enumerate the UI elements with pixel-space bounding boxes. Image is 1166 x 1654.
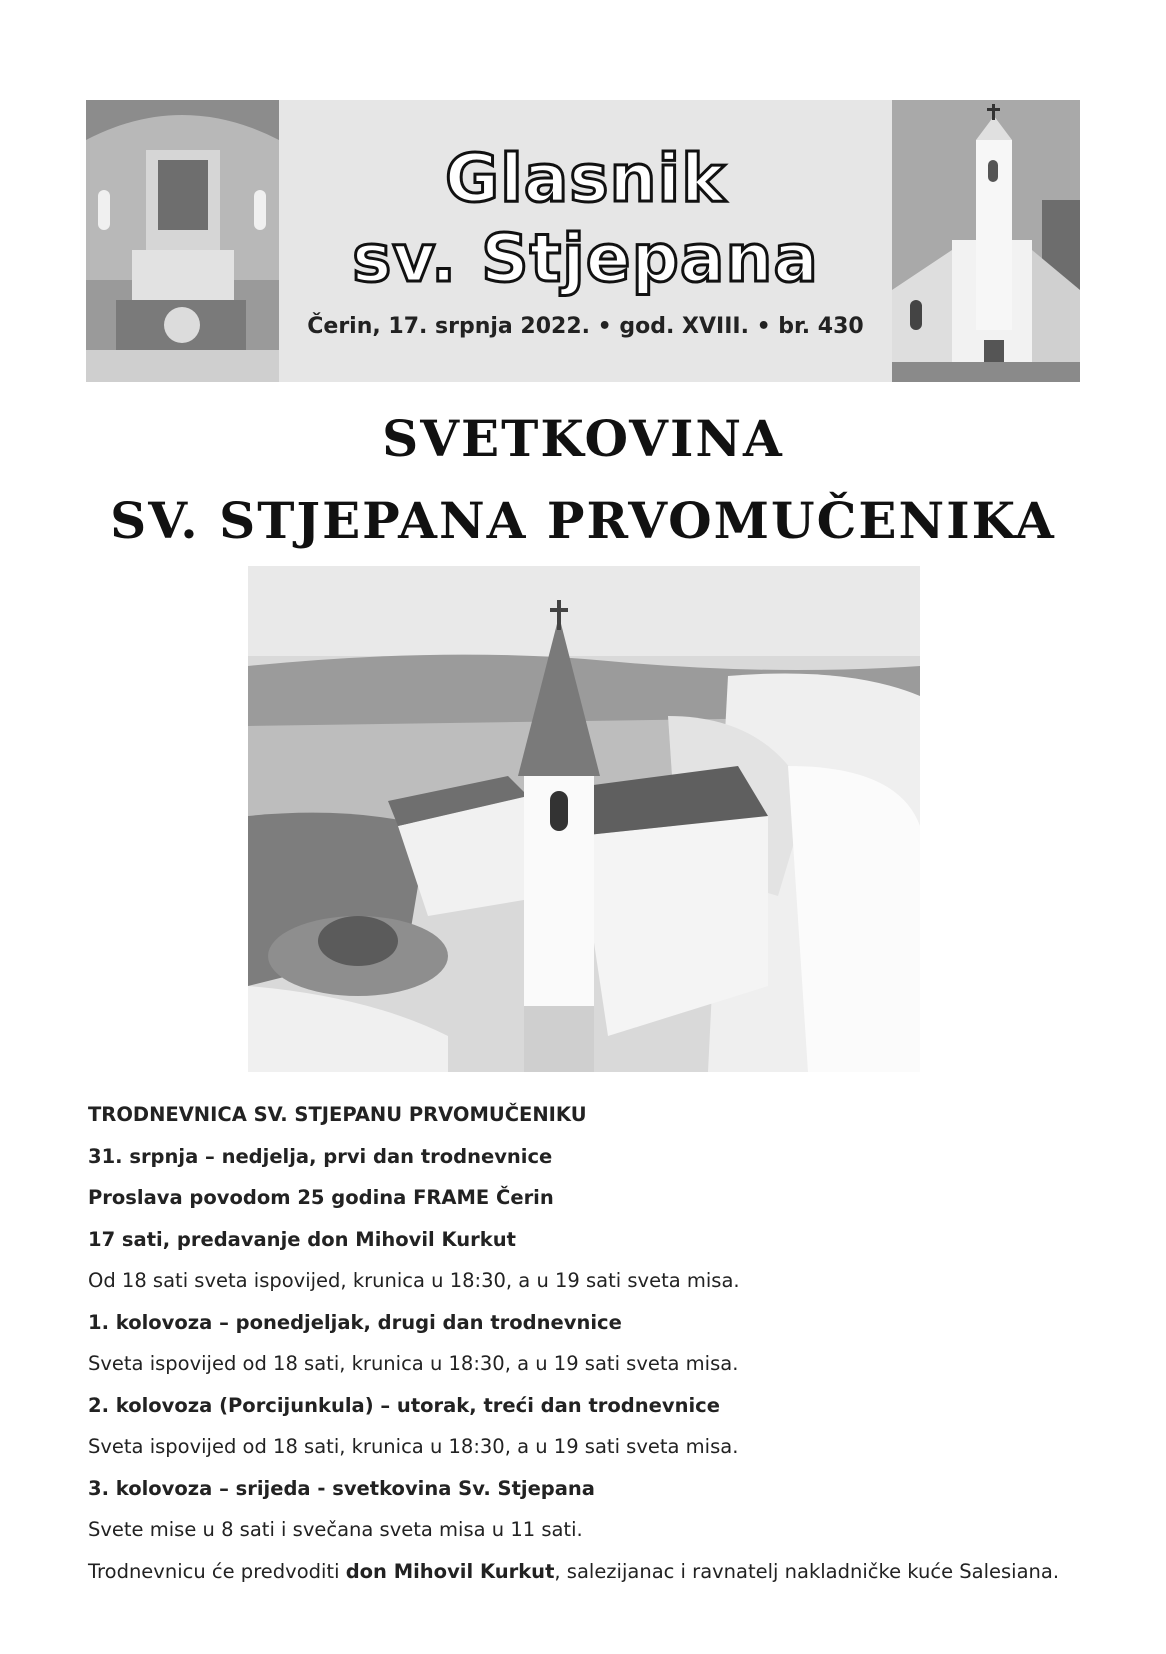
headline-line1: SVETKOVINA — [382, 409, 784, 468]
day2-schedule: Sveta ispovijed od 18 sati, krunica u 18:30, a u 19 sati sveta misa. — [88, 1352, 739, 1375]
day3-title: 2. kolovoza (Porcijunkula) – utorak, treći dan trodnevnice — [88, 1393, 720, 1417]
feast-title: 3. kolovoza – srijeda - svetkovina Sv. Stjepana — [88, 1476, 595, 1500]
day1-event: Proslava povodom 25 godina FRAME Čerin — [88, 1186, 554, 1209]
leader-name: don Mihovil Kurkut — [345, 1559, 555, 1583]
day1-schedule: Od 18 sati sveta ispovijed, krunica u 18:30, a u 19 sati sveta misa. — [88, 1269, 740, 1292]
issue-info: Čerin, 17. srpnja 2022. • god. XVIII. • br. 430 — [307, 314, 864, 339]
day3-schedule: Sveta ispovijed od 18 sati, krunica u 18:30, a u 19 sati sveta misa. — [88, 1435, 739, 1458]
leader-prefix: Trodnevnicu će predvoditi — [88, 1559, 346, 1583]
masthead-title-box — [279, 100, 892, 382]
church-exterior-photo — [892, 100, 1080, 382]
masthead-title-line1: Glasnik — [444, 140, 727, 217]
day2-title: 1. kolovoza – ponedjeljak, drugi dan trodnevnice — [88, 1310, 622, 1334]
church-interior-photo — [86, 100, 279, 382]
leader-line — [88, 1551, 1088, 1593]
feast-schedule: Svete mise u 8 sati i svečana sveta misa u 11 sati. — [88, 1518, 583, 1541]
program-heading: TRODNEVNICA SV. STJEPANU PRVOMUČENIKU — [88, 1103, 587, 1126]
masthead — [86, 100, 1080, 382]
headline-line2: SV. STJEPANA PRVOMUČENIKA — [110, 491, 1056, 550]
program-text — [88, 1094, 1088, 1592]
day1-title: 31. srpnja – nedjelja, prvi dan trodnevnice — [88, 1144, 553, 1168]
masthead-title-line2: sv. Stjepana — [352, 220, 819, 297]
church-aerial-photo — [248, 566, 920, 1072]
day1-lecture: 17 sati, predavanje don Mihovil Kurkut — [88, 1227, 516, 1251]
leader-suffix: , salezijanac i ravnatelj nakladničke kuće Salesiana. — [554, 1559, 1060, 1583]
